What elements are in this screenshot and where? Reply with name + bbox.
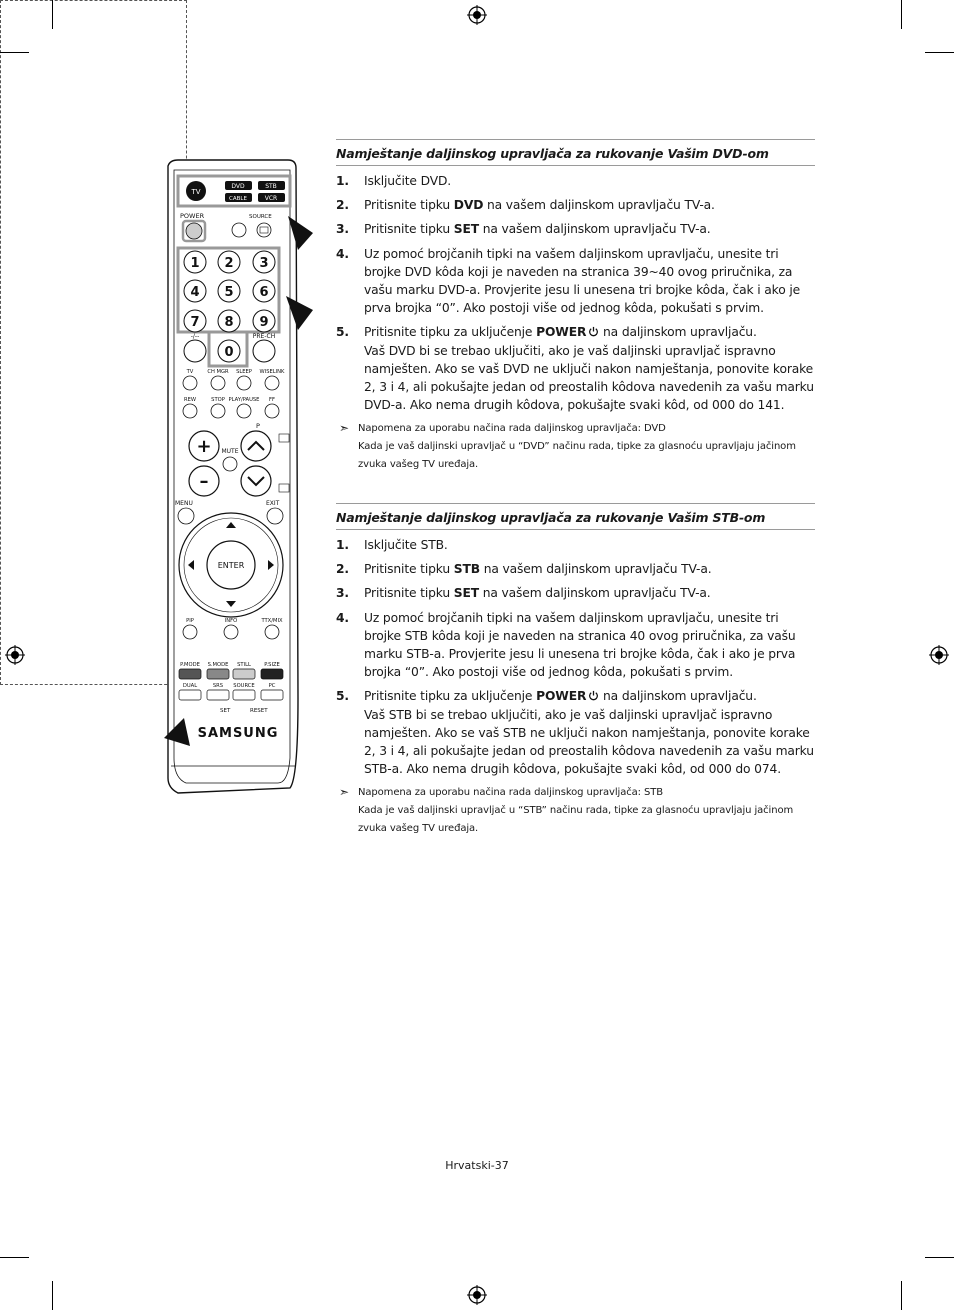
step-text-cont: na vašem daljinskom upravljaču TV-a. (478, 586, 711, 601)
remote-key (183, 376, 197, 390)
remote-key (261, 669, 283, 679)
steps-list (336, 172, 815, 414)
crop-mark (0, 52, 29, 53)
remote-key-label: WISELINK (259, 369, 285, 375)
registration-mark-icon (467, 5, 487, 25)
number-key-label: 7 (190, 315, 200, 330)
remote-source-label: SOURCE (249, 214, 272, 220)
remote-reset-label: RESET (250, 708, 268, 714)
note-arrow-icon: ➣ (339, 785, 349, 800)
number-key-label: 1 (190, 256, 200, 271)
step-text: Isključite DVD. (364, 174, 452, 188)
step-item (336, 245, 815, 318)
remote-key (183, 404, 197, 418)
number-key-label: 5 (224, 285, 234, 300)
remote-key-label: P.SIZE (264, 662, 280, 668)
step-item (336, 220, 815, 238)
step-number: 4. (336, 246, 349, 261)
remote-key (207, 669, 229, 679)
section-title: Namještanje daljinskog upravljača za rukovanje Vašim STB-om (336, 504, 815, 530)
step-text: Pritisnite tipku (364, 586, 454, 601)
step-text: Uz pomoć brojčanih tipki na vašem daljinskom upravljaču, unesite tri brojke STB kôda koji je naveden na stranica 40 ovog priručnika, za vašu marku STB-a. Provjerite jesu li unesena tri brojke kôda, čak i ako je prva brojka “0”. Ako postoji više od jednog kôda, pokušati s prvim. (364, 610, 796, 680)
step-key-name: STB (453, 562, 480, 577)
remote-key (265, 625, 279, 639)
step-key-name: POWER (536, 325, 587, 340)
step-number: 5. (336, 689, 349, 704)
step-text-cont: na daljinskom upravljaču. (599, 325, 757, 340)
note-title: Napomena za uporabu načina rada daljinskog upravljača: STB (358, 787, 664, 799)
remote-key (179, 690, 201, 700)
section-stb (336, 503, 815, 838)
remote-menu-label: MENU (175, 500, 193, 507)
remote-key (237, 404, 251, 418)
step-item (336, 323, 815, 414)
remote-key (183, 625, 197, 639)
remote-key-label: CH MGR (207, 369, 229, 375)
step-detail: Vaš STB bi se trebao uključiti, ako je vaš daljinski upravljač ispravno namješten. Ako se vaš STB ne uključi nakon namještanja, ponovite korake 2, 3 i 4, ali pokušajte jedan od preostalih kôdova navedenih za vašu marku STB-a. Ako nema drugih kôdova, pokušajte svaki kôd, od 000 do 074. (364, 707, 814, 777)
remote-key-label: STILL (237, 662, 251, 668)
remote-key (179, 669, 201, 679)
remote-key-label: SRS (212, 683, 224, 689)
number-key-label: 4 (190, 285, 200, 300)
registration-mark-icon (929, 645, 949, 665)
crop-mark (925, 52, 954, 53)
remote-key (261, 690, 283, 700)
step-item (336, 609, 815, 682)
step-text: Pritisnite tipku za uključenje (364, 689, 537, 704)
step-key-name: SET (453, 222, 479, 237)
step-text: Pritisnite tipku za uključenje (364, 325, 537, 340)
remote-dvd-label: DVD (231, 183, 245, 190)
step-text: Isključite STB. (364, 538, 448, 552)
number-key-label: 9 (259, 315, 269, 330)
step-text-cont: na vašem daljinskom upravljaču TV-a. (479, 562, 712, 577)
step-text-cont: na vašem daljinskom upravljaču TV-a. (478, 222, 711, 237)
step-item (336, 687, 815, 778)
step-text: Pritisnite tipku (364, 198, 454, 213)
step-number: 3. (336, 222, 349, 237)
step-number: 4. (336, 610, 349, 625)
remote-stb-label: STB (265, 183, 277, 190)
number-key-label: 6 (259, 285, 269, 300)
step-text-cont: na vašem daljinskom upravljaču TV-a. (483, 198, 715, 213)
remote-key-label: PC (268, 683, 276, 689)
svg-text:–: – (199, 471, 209, 492)
power-icon (588, 690, 599, 701)
remote-key (233, 690, 255, 700)
remote-key-label: INFO (224, 618, 238, 624)
remote-enter-label: ENTER (217, 561, 245, 570)
remote-key-label: FF (269, 397, 275, 403)
remote-set-label: SET (220, 708, 231, 714)
power-icon (588, 326, 599, 337)
section-dvd (336, 139, 815, 474)
step-text: Uz pomoć brojčanih tipki na vašem daljinskom upravljaču, unesite tri brojke DVD kôda koji je naveden na stranica 39~40 ovog priručnika, za vašu marku DVD-a. Provjerite jesu li unesena tri brojke kôda, čak i ako je prva brojka “0”. Ako postoji više od jednog kôda, pokušati s prvim. (364, 246, 801, 316)
note (336, 420, 815, 474)
remote-exit-label: EXIT (266, 500, 280, 507)
svg-text:+: + (196, 436, 212, 457)
remote-key (224, 625, 238, 639)
remote-key-label: PLAY/PAUSE (228, 397, 260, 403)
crop-mark (52, 0, 53, 29)
remote-key (233, 669, 255, 679)
crop-mark (0, 1257, 29, 1258)
page-number: Hrvatski-37 (445, 1159, 509, 1172)
step-key-name: DVD (453, 198, 484, 213)
remote-key (211, 376, 225, 390)
remote-zero-key: 0 (224, 345, 234, 360)
note-text: Kada je vaš daljinski upravljač u “STB” načinu rada, tipke za glasnoću upravljaju jačinom zvuka vašeg TV uređaja. (358, 805, 794, 835)
remote-key (207, 690, 229, 700)
remote-key-label: DUAL (182, 683, 198, 689)
remote-mute-label: MUTE (221, 448, 239, 455)
remote-key (237, 376, 251, 390)
remote-key (265, 404, 279, 418)
step-number: 3. (336, 586, 349, 601)
step-key-name: POWER (536, 689, 587, 704)
step-number: 2. (336, 562, 349, 577)
step-text: Pritisnite tipku (364, 562, 454, 577)
remote-key-label: PIP (186, 618, 194, 624)
registration-mark-icon (5, 645, 25, 665)
step-number: 1. (336, 174, 349, 188)
remote-p-label: P (256, 422, 260, 430)
remote-power-label: POWER (180, 212, 205, 220)
step-number: 1. (336, 538, 349, 552)
remote-key-label: SOURCE (233, 683, 255, 689)
remote-key-label: SLEEP (236, 369, 252, 375)
remote-prech-label: PRE-CH (252, 333, 276, 340)
step-text-cont: na daljinskom upravljaču. (599, 689, 757, 704)
steps-list (336, 536, 815, 778)
step-text: Pritisnite tipku (364, 222, 454, 237)
remote-dash-label: -/-- (190, 333, 200, 340)
step-item (336, 560, 815, 578)
note-arrow-icon: ➣ (339, 421, 349, 436)
crop-mark (52, 1281, 53, 1310)
remote-key (265, 376, 279, 390)
remote-key-label: TTX/MIX (261, 618, 283, 624)
step-item (336, 196, 815, 214)
step-number: 2. (336, 198, 349, 213)
note-text: Kada je vaš daljinski upravljač u “DVD” načinu rada, tipke za glasnoću upravljaju jačinom zvuka vašeg TV uređaja. (358, 441, 796, 471)
remote-key-label: TV (186, 369, 194, 375)
step-key-name: SET (453, 586, 479, 601)
step-number: 5. (336, 325, 349, 340)
remote-key-label: STOP (211, 397, 225, 403)
remote-key-label: S.MODE (207, 662, 229, 668)
crop-mark (901, 0, 902, 29)
remote-cable-label: CABLE (229, 196, 247, 202)
number-key-label: 3 (259, 256, 269, 271)
crop-mark (901, 1281, 902, 1310)
number-key-label: 8 (224, 315, 234, 330)
step-item (336, 584, 815, 602)
note-title: Napomena za uporabu načina rada daljinskog upravljača: DVD (358, 423, 666, 435)
remote-tv-label: TV (191, 188, 201, 196)
step-item (336, 172, 815, 190)
remote-vcr-label: VCR (264, 195, 278, 202)
section-title: Namještanje daljinskog upravljača za rukovanje Vašim DVD-om (336, 140, 815, 166)
number-keys (184, 251, 275, 332)
remote-key-label: REW (183, 397, 197, 403)
remote-key (211, 404, 225, 418)
number-key-label: 2 (224, 256, 234, 271)
crop-mark (925, 1257, 954, 1258)
remote-control-illustration (138, 138, 325, 823)
remote-key-label: P.MODE (180, 662, 200, 668)
note (336, 784, 815, 838)
step-detail: Vaš DVD bi se trebao uključiti, ako je vaš daljinski upravljač ispravno namješten. Ako se vaš DVD ne uključi nakon namještanja, ponovite korake 2, 3 i 4, ali pokušajte jedan od preostalih kôdova navedenih za vašu marku DVD-a. Ako nema drugih kôdova, pokušajte svaki kôd, od 000 do 141. (364, 343, 814, 413)
step-item (336, 536, 815, 554)
registration-mark-icon (467, 1285, 487, 1305)
remote-brand-logo: SAMSUNG (197, 726, 279, 741)
